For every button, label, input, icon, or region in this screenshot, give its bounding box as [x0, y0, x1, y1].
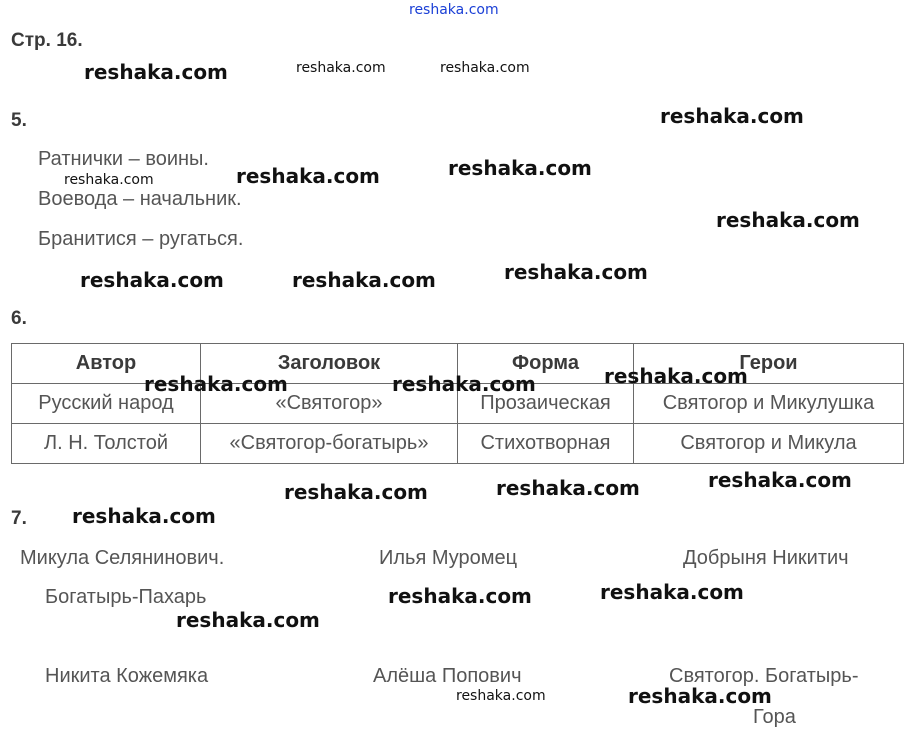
- literature-table: [11, 343, 904, 464]
- watermark-text: reshaka.com: [600, 580, 744, 604]
- hero-name: Никита Кожемяка: [45, 665, 209, 687]
- watermark-text: reshaka.com: [716, 208, 860, 232]
- watermark-text: reshaka.com: [496, 476, 640, 500]
- watermark-text: reshaka.com: [388, 584, 532, 608]
- task5-line: Бранитися – ругаться.: [38, 228, 244, 250]
- watermark-text: reshaka.com: [284, 480, 428, 504]
- watermark-text: reshaka.com: [392, 372, 536, 396]
- table-header-cell: Заголовок: [201, 344, 458, 384]
- watermark-top-link[interactable]: reshaka.com: [409, 2, 499, 18]
- watermark-text: reshaka.com: [296, 60, 386, 76]
- task5-number: 5.: [11, 110, 27, 131]
- table-header-cell: Форма: [458, 344, 634, 384]
- table-cell: Святогор и Микулушка: [634, 384, 904, 424]
- page-header: Стр. 16.: [11, 30, 83, 51]
- watermark-text: reshaka.com: [604, 364, 748, 388]
- table-cell: «Святогор»: [201, 384, 458, 424]
- watermark-text: reshaka.com: [456, 688, 546, 704]
- task5-line: Ратнички – воины.: [38, 148, 209, 170]
- watermark-text: reshaka.com: [440, 60, 530, 76]
- table-cell: Стихотворная: [458, 424, 634, 464]
- watermark-text: reshaka.com: [176, 608, 320, 632]
- watermark-text: reshaka.com: [660, 104, 804, 128]
- hero-name: Добрыня Никитич: [683, 547, 849, 569]
- watermark-text: reshaka.com: [504, 260, 648, 284]
- hero-name: Алёша Попович: [373, 665, 522, 687]
- hero-name: Илья Муромец: [379, 547, 518, 569]
- table-cell: Русский народ: [12, 384, 201, 424]
- watermark-text: reshaka.com: [236, 164, 380, 188]
- table-cell: «Святогор-богатырь»: [201, 424, 458, 464]
- table-cell: Святогор и Микула: [634, 424, 904, 464]
- watermark-text: reshaka.com: [84, 60, 228, 84]
- watermark-text: reshaka.com: [708, 468, 852, 492]
- task7-number: 7.: [11, 508, 27, 529]
- hero-name: Микула Селянинович.: [20, 547, 225, 569]
- hero-name: Святогор. Богатырь-: [669, 665, 859, 687]
- hero-name: Гора: [753, 706, 796, 728]
- table-header-cell: Автор: [12, 344, 201, 384]
- task6-number: 6.: [11, 308, 27, 329]
- watermark-text: reshaka.com: [72, 504, 216, 528]
- watermark-text: reshaka.com: [80, 268, 224, 292]
- watermark-text: reshaka.com: [448, 156, 592, 180]
- hero-name: Богатырь-Пахарь: [45, 586, 207, 608]
- table-row: [12, 424, 904, 464]
- task5-line: Воевода – начальник.: [38, 188, 242, 210]
- watermark-text: reshaka.com: [292, 268, 436, 292]
- table-cell: Прозаическая: [458, 384, 634, 424]
- watermark-text: reshaka.com: [144, 372, 288, 396]
- table-cell: Л. Н. Толстой: [12, 424, 201, 464]
- watermark-text: reshaka.com: [64, 172, 154, 188]
- watermark-text: reshaka.com: [628, 684, 772, 708]
- table-header-cell: Герои: [634, 344, 904, 384]
